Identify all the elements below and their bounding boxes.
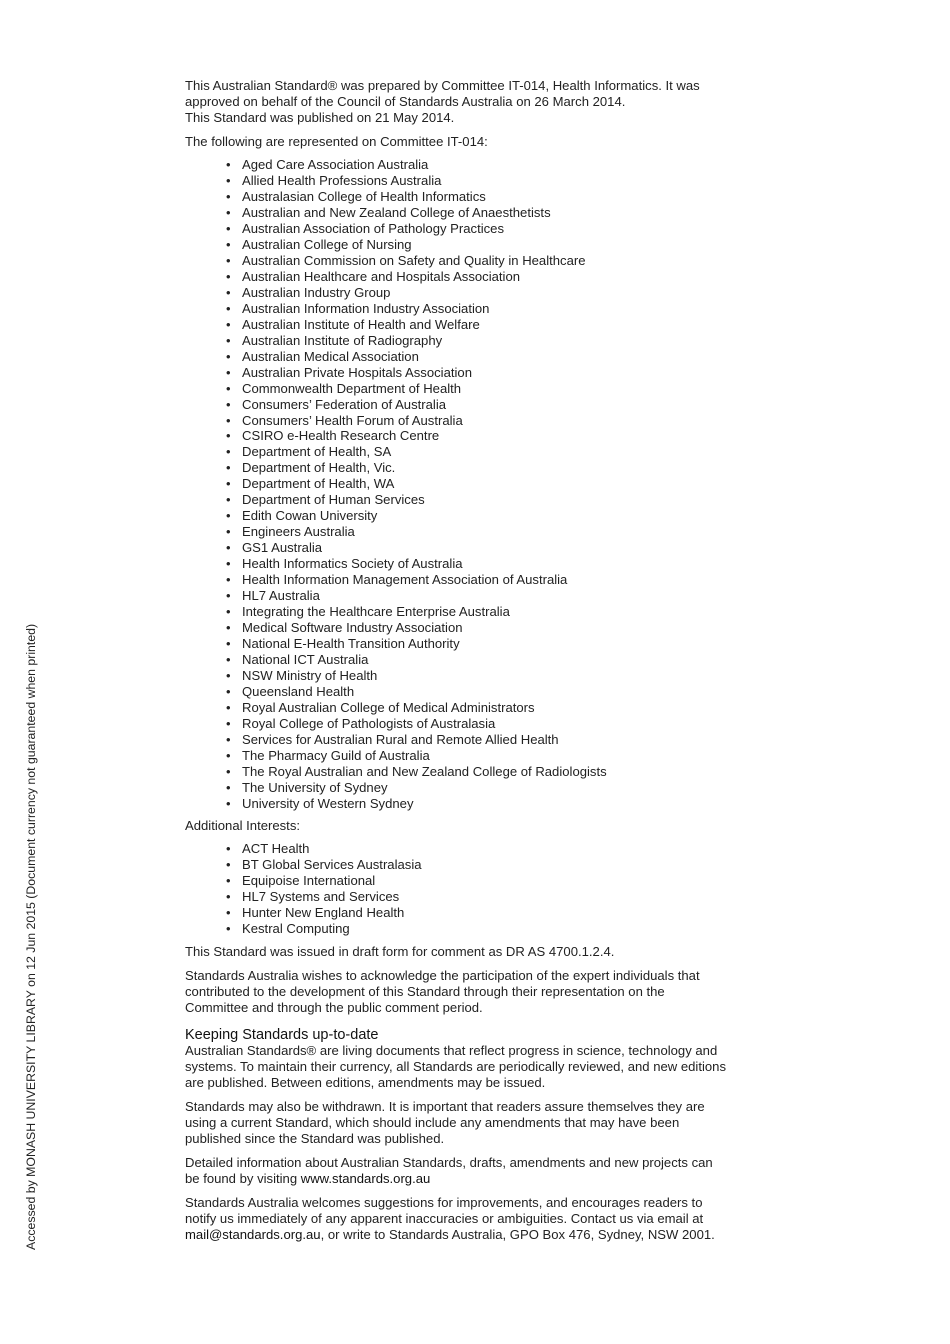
member-item xyxy=(185,476,785,492)
additional-interest-item xyxy=(185,873,785,889)
member-item xyxy=(185,700,785,716)
bullet-icon: • xyxy=(226,715,231,731)
member-item xyxy=(185,157,785,173)
bullet-icon: • xyxy=(226,172,231,188)
paragraph-text: , or write to Standards Australia, GPO Box 476, Sydney, NSW 2001. xyxy=(320,1226,715,1242)
additional-interest-item-text: Hunter New England Health xyxy=(242,904,405,920)
member-item xyxy=(185,460,785,476)
paragraph-line: systems. To maintain their currency, all Standards are periodically reviewed, and new editions xyxy=(185,1058,726,1074)
member-item-text: Integrating the Healthcare Enterprise Australia xyxy=(242,604,510,620)
member-item xyxy=(185,349,785,365)
acknowledgement-paragraph xyxy=(185,968,785,1016)
additional-interest-item-text: Equipoise International xyxy=(242,872,376,888)
additional-interests-heading: Additional Interests: xyxy=(185,817,300,833)
bullet-icon: • xyxy=(226,904,231,920)
member-item-text: Consumers’ Health Forum of Australia xyxy=(242,412,463,428)
member-item xyxy=(185,301,785,317)
member-item xyxy=(185,604,785,620)
member-item xyxy=(185,189,785,205)
bullet-icon: • xyxy=(226,795,231,811)
bullet-icon: • xyxy=(226,556,231,572)
member-item xyxy=(185,652,785,668)
keeping-paragraph-4 xyxy=(185,1195,785,1243)
member-item xyxy=(185,269,785,285)
additional-interest-item xyxy=(185,841,785,857)
member-item xyxy=(185,620,785,636)
member-item-text: CSIRO e-Health Research Centre xyxy=(242,428,440,444)
bullet-icon: • xyxy=(226,856,231,872)
member-item-text: Australian Healthcare and Hospitals Association xyxy=(242,268,521,284)
bullet-icon: • xyxy=(226,524,231,540)
keeping-paragraph-2 xyxy=(185,1099,785,1147)
member-item xyxy=(185,716,785,732)
bullet-icon: • xyxy=(226,204,231,220)
bullet-icon: • xyxy=(226,157,231,172)
member-item-text: Royal Australian College of Medical Administrators xyxy=(242,699,535,715)
member-item-text: The Pharmacy Guild of Australia xyxy=(242,747,430,763)
member-item-text: Department of Health, WA xyxy=(242,476,395,492)
member-item xyxy=(185,508,785,524)
paragraph-line xyxy=(185,1227,785,1243)
bullet-icon: • xyxy=(226,316,231,332)
additional-interests-list xyxy=(185,841,785,937)
website-link[interactable]: www.standards.org.au xyxy=(300,1170,431,1186)
member-item xyxy=(185,540,785,556)
access-watermark: Accessed by MONASH UNIVERSITY LIBRARY on 12 Jun 2015 (Document currency not guaranteed when printed) xyxy=(24,623,38,1250)
paragraph-line: notify us immediately of any apparent inaccuracies or ambiguities. Contact us via email at xyxy=(185,1210,704,1226)
member-item xyxy=(185,221,785,237)
member-item-text: University of Western Sydney xyxy=(242,795,414,811)
additional-interest-item-text: BT Global Services Australasia xyxy=(242,856,422,872)
bullet-icon: • xyxy=(226,188,231,204)
bullet-icon: • xyxy=(226,731,231,747)
member-item xyxy=(185,317,785,333)
bullet-icon: • xyxy=(226,428,231,444)
member-item-text: Australian Commission on Safety and Quality in Healthcare xyxy=(242,252,586,268)
paragraph-line: Australian Standards® are living documents that reflect progress in science, technology and xyxy=(185,1042,718,1058)
acknowledgement-line: contributed to the development of this Standard through their representation on the xyxy=(185,983,665,999)
member-item-text: Aged Care Association Australia xyxy=(242,157,429,172)
bullet-icon: • xyxy=(226,348,231,364)
bullet-icon: • xyxy=(226,364,231,380)
member-item xyxy=(185,333,785,349)
member-item-text: Department of Human Services xyxy=(242,492,425,508)
bullet-icon: • xyxy=(226,412,231,428)
member-item xyxy=(185,764,785,780)
additional-interest-item xyxy=(185,857,785,873)
bullet-icon: • xyxy=(226,588,231,604)
paragraph-line: Detailed information about Australian Standards, drafts, amendments and new projects can xyxy=(185,1154,713,1170)
bullet-icon: • xyxy=(226,920,231,936)
bullet-icon: • xyxy=(226,572,231,588)
member-item xyxy=(185,668,785,684)
member-item-text: Consumers’ Federation of Australia xyxy=(242,396,447,412)
member-item xyxy=(185,205,785,221)
member-item-text: National ICT Australia xyxy=(242,652,369,668)
bullet-icon: • xyxy=(226,380,231,396)
member-item xyxy=(185,285,785,301)
email-link[interactable]: mail@standards.org.au xyxy=(185,1226,321,1242)
intro-line: This Australian Standard® was prepared by Committee IT-014, Health Informatics. It was xyxy=(185,78,700,93)
document-body xyxy=(185,78,785,1243)
paragraph-line: are published. Between editions, amendments may be issued. xyxy=(185,1074,546,1090)
bullet-icon: • xyxy=(226,460,231,476)
member-item xyxy=(185,381,785,397)
member-item-text: Health Informatics Society of Australia xyxy=(242,556,463,572)
represented-heading: The following are represented on Committee IT-014: xyxy=(185,134,488,149)
bullet-icon: • xyxy=(226,779,231,795)
acknowledgement-line: Committee and through the public comment period. xyxy=(185,999,483,1015)
keeping-paragraph-3 xyxy=(185,1155,785,1187)
member-item-text: Services for Australian Rural and Remote Allied Health xyxy=(242,731,559,747)
member-item xyxy=(185,365,785,381)
member-item-text: Department of Health, SA xyxy=(242,444,392,460)
draft-note: This Standard was issued in draft form for comment as DR AS 4700.1.2.4. xyxy=(185,943,615,959)
member-item-text: Engineers Australia xyxy=(242,524,355,540)
member-item xyxy=(185,413,785,429)
bullet-icon: • xyxy=(226,840,231,856)
bullet-icon: • xyxy=(226,620,231,636)
member-item xyxy=(185,556,785,572)
bullet-icon: • xyxy=(226,332,231,348)
member-item xyxy=(185,796,785,812)
member-item xyxy=(185,237,785,253)
bullet-icon: • xyxy=(226,652,231,668)
bullet-icon: • xyxy=(226,252,231,268)
member-item xyxy=(185,428,785,444)
member-item xyxy=(185,253,785,269)
member-item xyxy=(185,636,785,652)
bullet-icon: • xyxy=(226,540,231,556)
bullet-icon: • xyxy=(226,763,231,779)
additional-interest-item xyxy=(185,905,785,921)
member-item-text: GS1 Australia xyxy=(242,540,323,556)
bullet-icon: • xyxy=(226,668,231,683)
member-item-text: Australian Institute of Health and Welfare xyxy=(242,316,480,332)
member-item-text: Edith Cowan University xyxy=(242,508,378,524)
intro-line: approved on behalf of the Council of Standards Australia on 26 March 2014. xyxy=(185,94,626,109)
member-item xyxy=(185,684,785,700)
member-item-text: Department of Health, Vic. xyxy=(242,460,396,476)
member-item xyxy=(185,397,785,413)
member-item-text: The University of Sydney xyxy=(242,779,388,795)
bullet-icon: • xyxy=(226,236,231,252)
member-item xyxy=(185,588,785,604)
paragraph-line: using a current Standard, which should include any amendments that may have been xyxy=(185,1114,680,1130)
bullet-icon: • xyxy=(226,872,231,888)
member-item-text: Allied Health Professions Australia xyxy=(242,172,442,188)
keeping-standards-heading: Keeping Standards up-to-date xyxy=(185,1026,379,1043)
member-item xyxy=(185,444,785,460)
member-item-text: HL7 Australia xyxy=(242,588,320,604)
member-item-text: Australian Industry Group xyxy=(242,284,391,300)
member-item-text: Medical Software Industry Association xyxy=(242,620,463,636)
bullet-icon: • xyxy=(226,268,231,284)
intro-line: This Standard was published on 21 May 2014. xyxy=(185,110,455,125)
member-item-text: NSW Ministry of Health xyxy=(242,668,378,683)
member-item xyxy=(185,572,785,588)
paragraph-text: be found by visiting xyxy=(185,1170,301,1186)
bullet-icon: • xyxy=(226,492,231,508)
bullet-icon: • xyxy=(226,300,231,316)
additional-interest-item-text: HL7 Systems and Services xyxy=(242,888,400,904)
member-item xyxy=(185,732,785,748)
paragraph-line: published since the Standard was published. xyxy=(185,1130,445,1146)
paragraph-line: Standards Australia welcomes suggestions for improvements, and encourages readers to xyxy=(185,1194,703,1210)
committee-members-list xyxy=(185,157,785,812)
acknowledgement-line: Standards Australia wishes to acknowledge the participation of the expert individuals that xyxy=(185,967,700,983)
bullet-icon: • xyxy=(226,636,231,652)
member-item-text: Australian Information Industry Association xyxy=(242,300,490,316)
member-item xyxy=(185,173,785,189)
additional-interest-item xyxy=(185,889,785,905)
member-item xyxy=(185,748,785,764)
member-item-text: Australian Medical Association xyxy=(242,348,419,364)
member-item-text: Health Information Management Association of Australia xyxy=(242,572,568,588)
bullet-icon: • xyxy=(226,683,231,699)
paragraph-line xyxy=(185,1171,785,1187)
additional-interest-item-text: Kestral Computing xyxy=(242,920,350,936)
member-item-text: Australian Association of Pathology Practices xyxy=(242,220,505,236)
member-item-text: Australian Private Hospitals Association xyxy=(242,364,472,380)
member-item-text: Australasian College of Health Informatics xyxy=(242,188,486,204)
bullet-icon: • xyxy=(226,604,231,620)
bullet-icon: • xyxy=(226,284,231,300)
member-item-text: Queensland Health xyxy=(242,683,355,699)
additional-interest-item xyxy=(185,921,785,937)
paragraph-line: Standards may also be withdrawn. It is important that readers assure themselves they are xyxy=(185,1098,705,1114)
member-item xyxy=(185,780,785,796)
additional-interest-item-text: ACT Health xyxy=(242,840,310,856)
keeping-paragraph-1 xyxy=(185,1043,785,1091)
member-item-text: Australian and New Zealand College of Anaesthetists xyxy=(242,204,551,220)
member-item xyxy=(185,492,785,508)
bullet-icon: • xyxy=(226,220,231,236)
member-item-text: Commonwealth Department of Health xyxy=(242,380,462,396)
bullet-icon: • xyxy=(226,396,231,412)
bullet-icon: • xyxy=(226,747,231,763)
bullet-icon: • xyxy=(226,508,231,524)
bullet-icon: • xyxy=(226,888,231,904)
member-item-text: Australian College of Nursing xyxy=(242,236,412,252)
bullet-icon: • xyxy=(226,476,231,492)
bullet-icon: • xyxy=(226,699,231,715)
member-item-text: Royal College of Pathologists of Australasia xyxy=(242,715,496,731)
member-item-text: Australian Institute of Radiography xyxy=(242,332,443,348)
member-item xyxy=(185,524,785,540)
member-item-text: The Royal Australian and New Zealand College of Radiologists xyxy=(242,763,607,779)
member-item-text: National E-Health Transition Authority xyxy=(242,636,460,652)
bullet-icon: • xyxy=(226,444,231,460)
intro-paragraph xyxy=(185,78,785,126)
